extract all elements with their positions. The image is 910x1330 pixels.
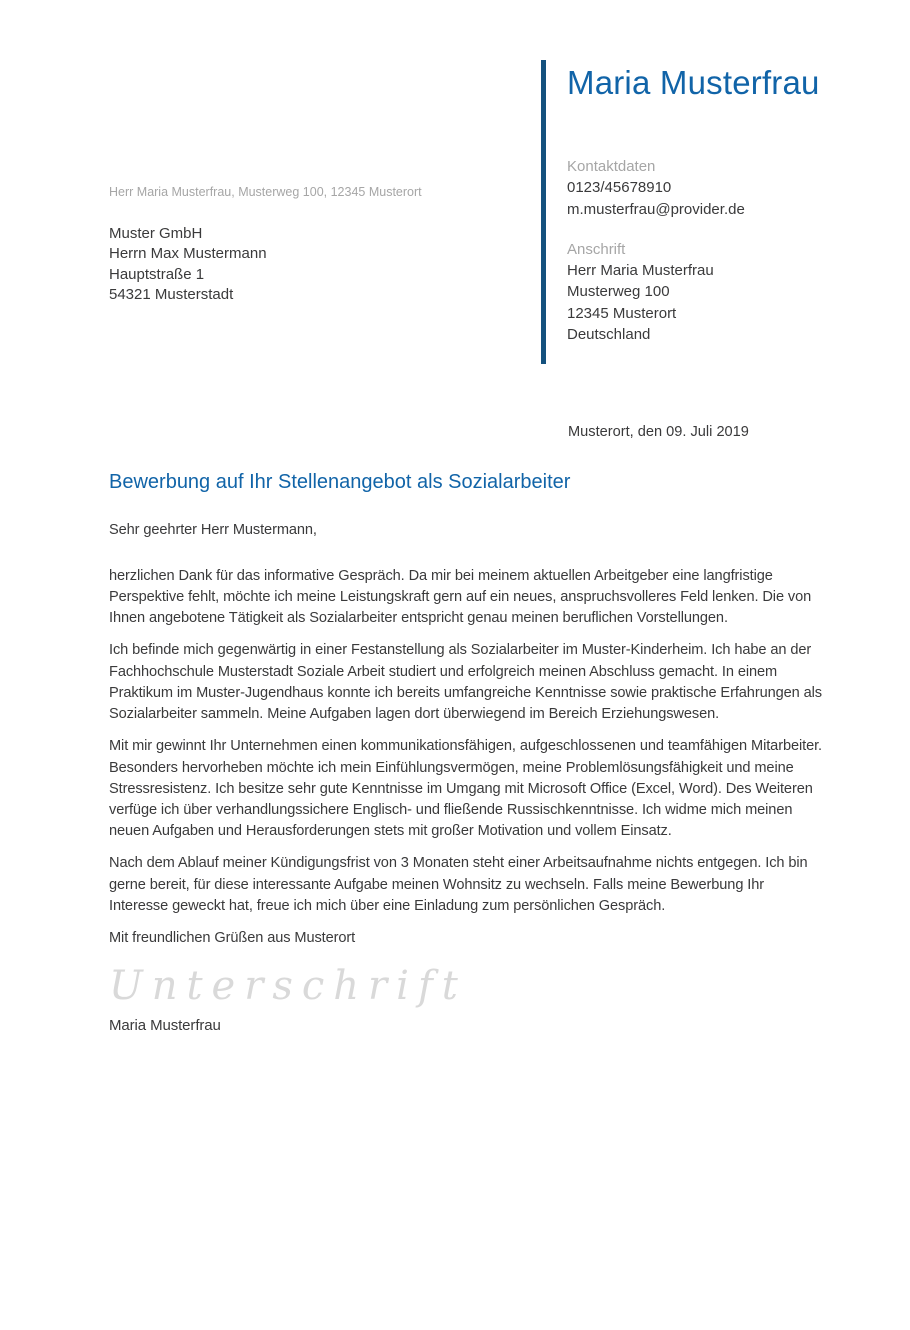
recipient-address — [109, 224, 267, 306]
subject-line: Bewerbung auf Ihr Stellenangebot als Sozialarbeiter — [109, 471, 571, 493]
paragraph-2: Ich befinde mich gegenwärtig in einer Festanstellung als Sozialarbeiter im Muster-Kinderheim. Ich habe an der Fachhochschule Musterstadt Soziale Arbeit studiert und erfolgreich meinen Abschluss gemacht. In einem Praktikum im Muster-Jugendhaus konnte ich bereits umfangreiche Kenntnisse sowie praktische Erfahrungen als Sozialarbeiter sammeln. Meine Aufgaben lagen dort überwiegend im Bereich Erziehungswesen. — [109, 642, 822, 723]
letter-body — [109, 520, 823, 1037]
paragraph-1: herzlichen Dank für das informative Gespräch. Da mir bei meinem aktuellen Arbeitgeber eine langfristige Perspektive fehlt, möchte ich meine Leistungskraft gern auf ein neues, anspruchsvolleres Feld lenken. Die von Ihnen angebotene Tätigkeit als Sozialarbeiter entspricht genau meinen beruflichen Vorstellungen. — [109, 567, 812, 627]
signer-name: Maria Musterfrau — [109, 1017, 221, 1035]
address-country: Deutschland — [567, 326, 651, 344]
phone-number: 0123/45678910 — [567, 179, 672, 197]
paragraph-3: Mit mir gewinnt Ihr Unternehmen einen kommunikationsfähigen, aufgeschlossenen und teamfähigen Mitarbeiter. Besonders hervorheben möchte ich mein Einfühlungsvermögen, meine Problemlösungsfähigkeit und meine Stressresistenz. Ich besitze sehr gute Kenntnisse im Umgang mit Microsoft Office (Excel, Word). Des Weiteren verfüge ich über verhandlungssichere Englisch- und fließende Russischkenntnisse. Ich widme mich meinen neuen Aufgaben und Herausforderungen stets mit großer Motivation und vollem Einsatz. — [109, 738, 823, 840]
recipient-person: Herrn Max Mustermann — [109, 245, 267, 263]
address-label: Anschrift — [567, 240, 626, 258]
address-section — [567, 239, 820, 345]
header-content — [567, 60, 820, 364]
salutation: Sehr geehrter Herr Mustermann, — [109, 522, 317, 538]
sender-line: Herr Maria Musterfrau, Musterweg 100, 12345 Musterort — [109, 185, 422, 199]
recipient-city: 54321 Musterstadt — [109, 286, 234, 304]
closing-line: Mit freundlichen Grüßen aus Musterort — [109, 930, 356, 946]
applicant-name-title: Maria Musterfrau — [567, 64, 820, 101]
email-address: m.musterfrau@provider.de — [567, 200, 745, 218]
contact-section — [567, 156, 820, 220]
address-name: Herr Maria Musterfrau — [567, 262, 714, 280]
date-line: Musterort, den 09. Juli 2019 — [568, 424, 749, 440]
address-city: 12345 Musterort — [567, 304, 677, 322]
signature-script: Unterschrift — [109, 963, 467, 1010]
address-street: Musterweg 100 — [567, 283, 670, 301]
accent-bar — [541, 60, 546, 364]
letter-header — [541, 60, 820, 364]
paragraph-4: Nach dem Ablauf meiner Kündigungsfrist von 3 Monaten steht einer Arbeitsaufnahme nichts entgegen. Ich bin gerne bereit, für diese interessante Aufgabe meinen Wohnsitz zu wechseln. Falls meine Bewerbung Ihr Interesse geweckt hat, freue ich mich über eine Einladung zum persönlichen Gespräch. — [109, 855, 808, 915]
recipient-street: Hauptstraße 1 — [109, 265, 205, 283]
contact-label: Kontaktdaten — [567, 158, 656, 175]
recipient-company: Muster GmbH — [109, 225, 203, 242]
